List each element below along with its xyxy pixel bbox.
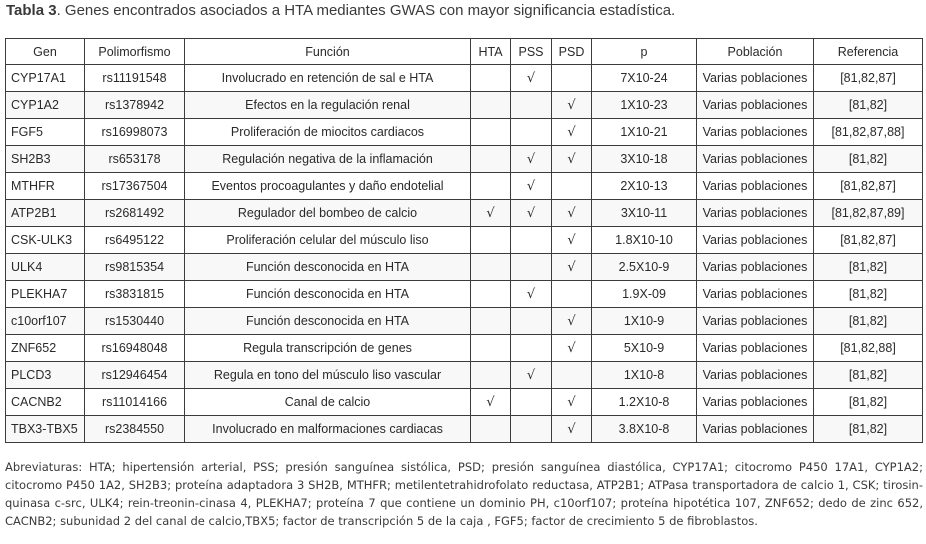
cell-funcion: Involucrado en retención de sal e HTA [185, 65, 471, 92]
cell-hta [471, 65, 511, 92]
cell-p: 1X10-23 [592, 92, 697, 119]
cell-gen: ZNF652 [6, 335, 85, 362]
cell-psd [552, 281, 592, 308]
cell-pss: √ [511, 281, 552, 308]
genes-table-container [5, 38, 922, 443]
cell-hta [471, 416, 511, 443]
cell-hta: √ [471, 389, 511, 416]
cell-p: 3.8X10-8 [592, 416, 697, 443]
cell-poblacion: Varias poblaciones [697, 200, 814, 227]
cell-poblacion: Varias poblaciones [697, 146, 814, 173]
cell-pss: √ [511, 65, 552, 92]
cell-poblacion: Varias poblaciones [697, 389, 814, 416]
cell-psd: √ [552, 92, 592, 119]
header-gen: Gen [6, 39, 85, 65]
header-pss: PSS [511, 39, 552, 65]
cell-referencia: [81,82,88] [814, 335, 923, 362]
cell-p: 1X10-8 [592, 362, 697, 389]
cell-referencia: [81,82,87,89] [814, 200, 923, 227]
cell-funcion: Regula en tono del músculo liso vascular [185, 362, 471, 389]
cell-gen: FGF5 [6, 119, 85, 146]
cell-hta [471, 362, 511, 389]
table-row [6, 227, 923, 254]
table-row [6, 65, 923, 92]
cell-referencia: [81,82,87] [814, 65, 923, 92]
cell-pss [511, 389, 552, 416]
cell-psd: √ [552, 227, 592, 254]
cell-psd: √ [552, 389, 592, 416]
cell-polimorfismo: rs17367504 [85, 173, 185, 200]
cell-polimorfismo: rs653178 [85, 146, 185, 173]
cell-pss [511, 416, 552, 443]
caption-label: Tabla 3 [6, 2, 57, 19]
cell-poblacion: Varias poblaciones [697, 65, 814, 92]
cell-referencia: [81,82] [814, 389, 923, 416]
cell-poblacion: Varias poblaciones [697, 335, 814, 362]
cell-hta [471, 227, 511, 254]
cell-polimorfismo: rs1378942 [85, 92, 185, 119]
cell-p: 1.8X10-10 [592, 227, 697, 254]
cell-psd [552, 65, 592, 92]
cell-hta [471, 281, 511, 308]
cell-psd: √ [552, 200, 592, 227]
cell-referencia: [81,82] [814, 362, 923, 389]
cell-referencia: [81,82] [814, 254, 923, 281]
cell-pss [511, 335, 552, 362]
cell-funcion: Proliferación celular del músculo liso [185, 227, 471, 254]
cell-referencia: [81,82] [814, 308, 923, 335]
cell-polimorfismo: rs6495122 [85, 227, 185, 254]
cell-polimorfismo: rs16998073 [85, 119, 185, 146]
cell-p: 2.5X10-9 [592, 254, 697, 281]
cell-funcion: Función desconocida en HTA [185, 254, 471, 281]
cell-psd: √ [552, 308, 592, 335]
cell-funcion: Efectos en la regulación renal [185, 92, 471, 119]
cell-hta [471, 254, 511, 281]
cell-polimorfismo: rs11191548 [85, 65, 185, 92]
table-caption [6, 2, 675, 19]
header-p: p [592, 39, 697, 65]
cell-psd: √ [552, 254, 592, 281]
table-row [6, 173, 923, 200]
cell-funcion: Regulación negativa de la inflamación [185, 146, 471, 173]
table-body [6, 65, 923, 443]
header-hta: HTA [471, 39, 511, 65]
cell-poblacion: Varias poblaciones [697, 173, 814, 200]
cell-referencia: [81,82,87,88] [814, 119, 923, 146]
cell-referencia: [81,82,87] [814, 227, 923, 254]
cell-referencia: [81,82] [814, 416, 923, 443]
table-row [6, 308, 923, 335]
cell-poblacion: Varias poblaciones [697, 308, 814, 335]
cell-poblacion: Varias poblaciones [697, 119, 814, 146]
cell-pss: √ [511, 200, 552, 227]
header-funcion: Función [185, 39, 471, 65]
cell-psd: √ [552, 119, 592, 146]
cell-hta [471, 92, 511, 119]
cell-polimorfismo: rs12946454 [85, 362, 185, 389]
genes-table [5, 38, 923, 443]
cell-polimorfismo: rs9815354 [85, 254, 185, 281]
table-row [6, 281, 923, 308]
table-row [6, 335, 923, 362]
cell-poblacion: Varias poblaciones [697, 362, 814, 389]
cell-hta [471, 119, 511, 146]
cell-referencia: [81,82] [814, 281, 923, 308]
cell-gen: ATP2B1 [6, 200, 85, 227]
cell-gen: CACNB2 [6, 389, 85, 416]
cell-poblacion: Varias poblaciones [697, 227, 814, 254]
table-row [6, 119, 923, 146]
cell-polimorfismo: rs16948048 [85, 335, 185, 362]
cell-psd [552, 362, 592, 389]
cell-p: 1.9X-09 [592, 281, 697, 308]
cell-psd [552, 173, 592, 200]
cell-pss [511, 119, 552, 146]
cell-p: 1.2X10-8 [592, 389, 697, 416]
cell-referencia: [81,82,87] [814, 173, 923, 200]
cell-p: 5X10-9 [592, 335, 697, 362]
table-row [6, 200, 923, 227]
cell-poblacion: Varias poblaciones [697, 281, 814, 308]
table-row [6, 416, 923, 443]
cell-pss [511, 227, 552, 254]
cell-pss [511, 308, 552, 335]
header-psd: PSD [552, 39, 592, 65]
cell-funcion: Función desconocida en HTA [185, 308, 471, 335]
table-row [6, 389, 923, 416]
cell-gen: CSK-ULK3 [6, 227, 85, 254]
cell-p: 1X10-21 [592, 119, 697, 146]
cell-p: 1X10-9 [592, 308, 697, 335]
cell-psd: √ [552, 335, 592, 362]
cell-p: 7X10-24 [592, 65, 697, 92]
cell-gen: c10orf107 [6, 308, 85, 335]
abbreviations-footnote: Abreviaturas: HTA; hipertensión arterial, PSS; presión sanguínea sistólica, PSD; presión sanguínea diastólica, CYP17A1; citocromo P450 17A1, CYP1A2; citocromo P450 1A2, SH2B3; proteína adaptadora 3 SH2B, MTHFR; metilentetrahidrofolato reductasa, ATP2B1; ATPasa transportadora de calcio 1, CSK; tirosin-quinasa c-src, ULK4; rein-treonin-cinasa 4, PLEKHA7; proteína 7 que contiene un dominio PH, c10orf107; proteína hipotética 107, ZNF652; dedo de zinc 652, CACNB2; subunidad 2 del canal de calcio,TBX5; factor de transcripción 5 de la caja , FGF5; factor de crecimiento 5 de fibroblastos. [5, 460, 923, 528]
cell-psd: √ [552, 416, 592, 443]
cell-hta [471, 335, 511, 362]
cell-p: 2X10-13 [592, 173, 697, 200]
cell-poblacion: Varias poblaciones [697, 416, 814, 443]
table-row [6, 146, 923, 173]
cell-polimorfismo: rs2681492 [85, 200, 185, 227]
cell-gen: CYP1A2 [6, 92, 85, 119]
cell-hta [471, 146, 511, 173]
cell-psd: √ [552, 146, 592, 173]
cell-referencia: [81,82] [814, 92, 923, 119]
cell-funcion: Involucrado en malformaciones cardiacas [185, 416, 471, 443]
cell-pss [511, 92, 552, 119]
cell-poblacion: Varias poblaciones [697, 92, 814, 119]
header-referencia: Referencia [814, 39, 923, 65]
cell-pss [511, 254, 552, 281]
cell-gen: MTHFR [6, 173, 85, 200]
header-poblacion: Población [697, 39, 814, 65]
cell-pss: √ [511, 362, 552, 389]
cell-funcion: Canal de calcio [185, 389, 471, 416]
cell-funcion: Eventos procoagulantes y daño endotelial [185, 173, 471, 200]
cell-funcion: Proliferación de miocitos cardiacos [185, 119, 471, 146]
cell-hta: √ [471, 200, 511, 227]
cell-hta [471, 308, 511, 335]
cell-polimorfismo: rs2384550 [85, 416, 185, 443]
cell-polimorfismo: rs11014166 [85, 389, 185, 416]
cell-pss: √ [511, 146, 552, 173]
cell-funcion: Regulador del bombeo de calcio [185, 200, 471, 227]
header-row [6, 39, 923, 65]
header-polimorfismo: Polimorfismo [85, 39, 185, 65]
cell-gen: CYP17A1 [6, 65, 85, 92]
cell-p: 3X10-11 [592, 200, 697, 227]
cell-referencia: [81,82] [814, 146, 923, 173]
cell-poblacion: Varias poblaciones [697, 254, 814, 281]
table-row [6, 92, 923, 119]
caption-text: . Genes encontrados asociados a HTA mediantes GWAS con mayor significancia estadística. [56, 2, 676, 19]
cell-gen: PLEKHA7 [6, 281, 85, 308]
cell-polimorfismo: rs1530440 [85, 308, 185, 335]
cell-hta [471, 173, 511, 200]
cell-polimorfismo: rs3831815 [85, 281, 185, 308]
cell-pss: √ [511, 173, 552, 200]
cell-gen: PLCD3 [6, 362, 85, 389]
table-row [6, 362, 923, 389]
cell-funcion: Función desconocida en HTA [185, 281, 471, 308]
cell-gen: ULK4 [6, 254, 85, 281]
cell-gen: TBX3-TBX5 [6, 416, 85, 443]
cell-p: 3X10-18 [592, 146, 697, 173]
cell-gen: SH2B3 [6, 146, 85, 173]
table-row [6, 254, 923, 281]
cell-funcion: Regula transcripción de genes [185, 335, 471, 362]
